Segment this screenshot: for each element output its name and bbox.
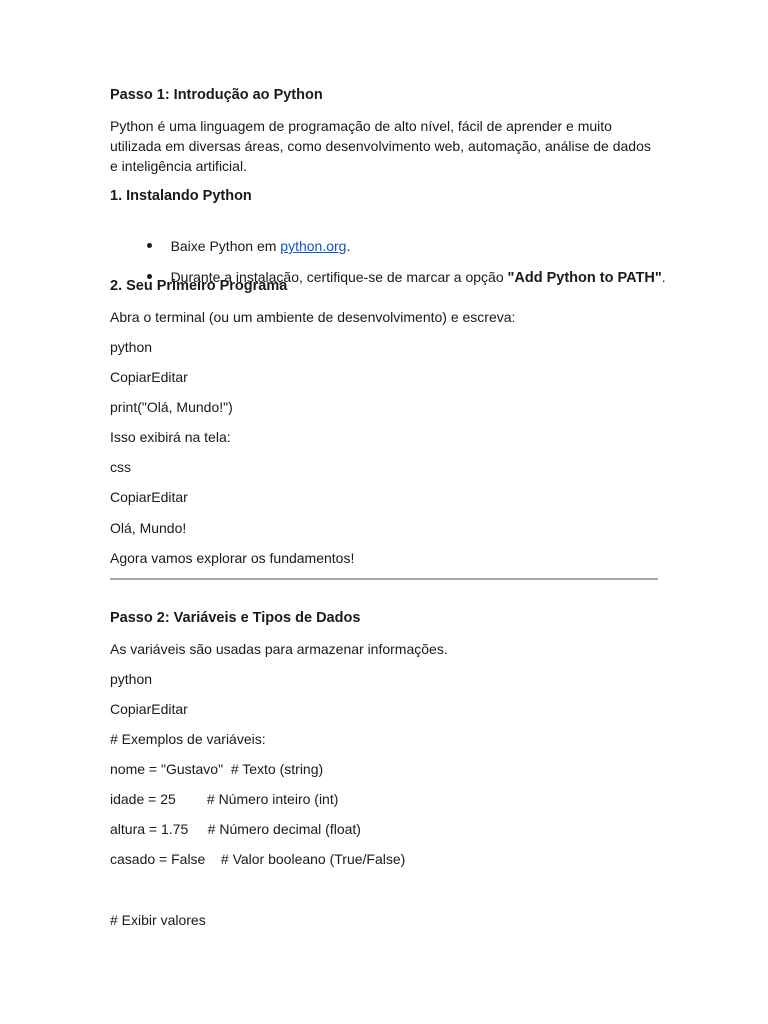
copy-edit-label: CopiarEditar (110, 701, 188, 717)
install-heading: 1. Instalando Python (110, 188, 252, 204)
code-line: # Exemplos de variáveis: (110, 731, 266, 747)
bullet-download-text: Baixe Python em (170, 238, 281, 254)
bullet-download-suffix: . (346, 238, 351, 254)
code-language-label: python (110, 339, 153, 355)
code-line: altura = 1.75 # Número decimal (float) (110, 821, 361, 837)
paragraph-line: As variáveis são usadas para armazenar informações. (110, 641, 448, 657)
bullet-path-suffix: . (661, 269, 666, 285)
section-2-title: Passo 2: Variáveis e Tipos de Dados (110, 610, 361, 626)
paragraph-line: Abra o terminal (ou um ambiente de desenvolvimento) e escreva: (110, 309, 516, 325)
paragraph-line: Agora vamos explorar os fundamentos! (110, 550, 355, 566)
code-line: idade = 25 # Número inteiro (int) (110, 791, 339, 807)
code-language-label: python (110, 671, 153, 687)
code-line: casado = False # Valor booleano (True/False) (110, 851, 406, 867)
code-line: nome = "Gustavo" # Texto (string) (110, 761, 324, 777)
intro-paragraph: Python é uma linguagem de programação de alto nível, fácil de aprender e muito utilizada em diversas áreas, como desenvolvimento web, automação, análise de dados e inteligência artificial. (110, 118, 651, 174)
paragraph-line: Isso exibirá na tela: (110, 429, 231, 445)
copy-edit-label: CopiarEditar (110, 489, 188, 505)
program-heading: 2. Seu Primeiro Programa (110, 278, 288, 294)
add-python-to-path-text: "Add Python to PATH" (507, 270, 662, 286)
copy-edit-label: CopiarEditar (110, 369, 188, 385)
section-1-title: Passo 1: Introdução ao Python (110, 87, 323, 103)
bullet-path-text: Durante a instalação, certifique-se de marcar a opção (170, 269, 508, 285)
code-line: # Exibir valores (110, 912, 206, 928)
code-output-line: Olá, Mundo! (110, 520, 187, 536)
code-language-label: css (110, 459, 131, 475)
python-org-link[interactable]: python.org (280, 238, 347, 254)
code-line: print("Olá, Mundo!") (110, 399, 233, 415)
horizontal-divider (110, 578, 658, 580)
